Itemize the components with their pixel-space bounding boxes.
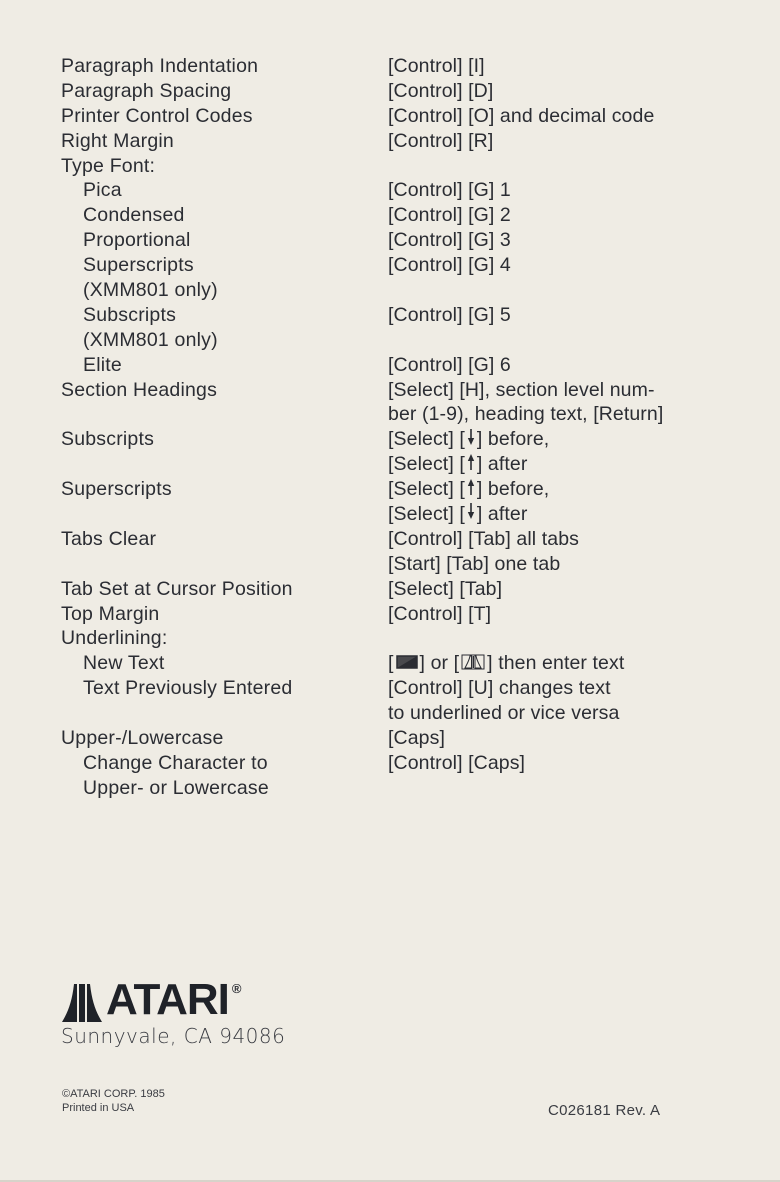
keystroke-entry: [Control] [D] bbox=[388, 79, 494, 102]
keystroke-text: ] after bbox=[476, 453, 528, 476]
keystroke-entry bbox=[388, 477, 768, 502]
down-arrow-icon bbox=[467, 428, 475, 453]
keystroke-entry: [Control] [I] bbox=[388, 55, 485, 77]
feature-label: Paragraph Indentation bbox=[61, 55, 259, 77]
keystroke-entry: [Control] [Tab] all tabs bbox=[388, 527, 579, 550]
up-arrow-icon bbox=[467, 478, 475, 503]
feature-label: Tab Set at Cursor Position bbox=[61, 577, 293, 600]
registered-mark: ® bbox=[231, 981, 242, 996]
copyright-line: ©ATARI CORP. 1985 bbox=[62, 1088, 165, 1100]
keystroke-text: [Select] [ bbox=[388, 428, 465, 451]
keystroke-entry: [Control] [O] and decimal code bbox=[388, 104, 655, 127]
keystroke-entry: [Start] [Tab] one tab bbox=[388, 552, 561, 575]
feature-label: Printer Control Codes bbox=[61, 104, 253, 127]
keystroke-entry: [Control] [R] bbox=[388, 129, 494, 152]
printed-in-line: Printed in USA bbox=[62, 1102, 135, 1114]
atari-logo bbox=[58, 975, 242, 1024]
feature-label: Tabs Clear bbox=[61, 527, 157, 550]
feature-label: Text Previously Entered bbox=[83, 677, 293, 700]
keystroke-list bbox=[388, 54, 768, 776]
up-arrow-icon bbox=[467, 453, 475, 478]
keystroke-entry: [Caps] bbox=[388, 727, 445, 750]
keystroke-text: ] before, bbox=[476, 478, 550, 501]
keystroke-entry: to underlined or vice versa bbox=[388, 702, 620, 725]
feature-label: Top Margin bbox=[61, 602, 160, 625]
feature-label: Superscripts bbox=[61, 478, 172, 501]
inverse-video-key-icon bbox=[396, 652, 418, 677]
feature-label: Type Font: bbox=[61, 154, 156, 177]
keystroke-entry: ber (1-9), heading text, [Return] bbox=[388, 403, 664, 426]
spacer bbox=[388, 328, 768, 353]
logo-wordmark: ATARI bbox=[106, 975, 229, 1024]
keystroke-text: ] or [ bbox=[419, 652, 460, 675]
feature-label: Subscripts bbox=[61, 428, 155, 451]
copyright-notice bbox=[62, 1087, 165, 1115]
keystroke-text: [ bbox=[388, 652, 394, 675]
keystroke-text: [Select] [ bbox=[388, 503, 465, 526]
spacer bbox=[61, 502, 371, 527]
keystroke-text: ] after bbox=[476, 503, 528, 526]
keystroke-entry: [Control] [G] 4 bbox=[388, 254, 511, 277]
keystroke-entry: [Control] [G] 2 bbox=[388, 204, 511, 227]
feature-label: Paragraph Spacing bbox=[61, 79, 232, 102]
keystroke-entry: [Control] [G] 5 bbox=[388, 303, 511, 326]
spacer bbox=[388, 626, 768, 651]
keystroke-entry: [Control] [G] 3 bbox=[388, 229, 511, 252]
part-number: C026181 Rev. A bbox=[548, 1102, 661, 1119]
feature-label: Elite bbox=[83, 353, 122, 376]
feature-label: Proportional bbox=[83, 229, 191, 252]
company-address: Sunnyvale, CA 94086 bbox=[61, 1024, 286, 1048]
keystroke-text: ] then enter text bbox=[487, 652, 625, 675]
feature-label: Pica bbox=[83, 179, 122, 202]
keystroke-entry: [Control] [Caps] bbox=[388, 751, 526, 774]
fuji-logo-icon bbox=[58, 982, 106, 1022]
feature-label: Superscripts bbox=[83, 254, 194, 277]
keystroke-entry bbox=[388, 427, 768, 452]
feature-label: Upper- or Lowercase bbox=[83, 776, 269, 799]
keystroke-entry: [Control] [T] bbox=[388, 602, 492, 625]
feature-label: Section Headings bbox=[61, 378, 218, 401]
keystroke-text: [Select] [ bbox=[388, 453, 465, 476]
keystroke-entry: [Select] [Tab] bbox=[388, 577, 503, 600]
keystroke-entry: [Control] [U] changes text bbox=[388, 677, 611, 700]
feature-label: (XMM801 only) bbox=[83, 328, 218, 351]
atari-logo-key-icon bbox=[461, 652, 485, 677]
feature-label: Right Margin bbox=[61, 129, 174, 152]
keystroke-text: ] before, bbox=[476, 428, 550, 451]
spacer bbox=[61, 402, 371, 427]
keystroke-entry: [Control] [G] 6 bbox=[388, 353, 511, 376]
spacer bbox=[388, 154, 768, 179]
spacer bbox=[61, 452, 371, 477]
spacer bbox=[388, 278, 768, 303]
feature-label: New Text bbox=[83, 652, 165, 675]
feature-label: Upper-/Lowercase bbox=[61, 727, 224, 750]
feature-label: Subscripts bbox=[83, 303, 177, 326]
keystroke-entry: [Select] [H], section level num- bbox=[388, 378, 655, 401]
keystroke-entry bbox=[388, 651, 768, 676]
feature-label: (XMM801 only) bbox=[83, 279, 218, 302]
feature-label: Change Character to bbox=[83, 751, 268, 774]
keystroke-entry bbox=[388, 502, 768, 527]
feature-label: Condensed bbox=[83, 204, 185, 227]
spacer bbox=[61, 552, 371, 577]
keystroke-text: [Select] [ bbox=[388, 478, 465, 501]
spacer bbox=[61, 701, 371, 726]
down-arrow-icon bbox=[467, 502, 475, 527]
keystroke-entry bbox=[388, 452, 768, 477]
feature-label: Underlining: bbox=[61, 627, 168, 650]
feature-list bbox=[61, 54, 371, 801]
keystroke-entry: [Control] [G] 1 bbox=[388, 179, 511, 202]
